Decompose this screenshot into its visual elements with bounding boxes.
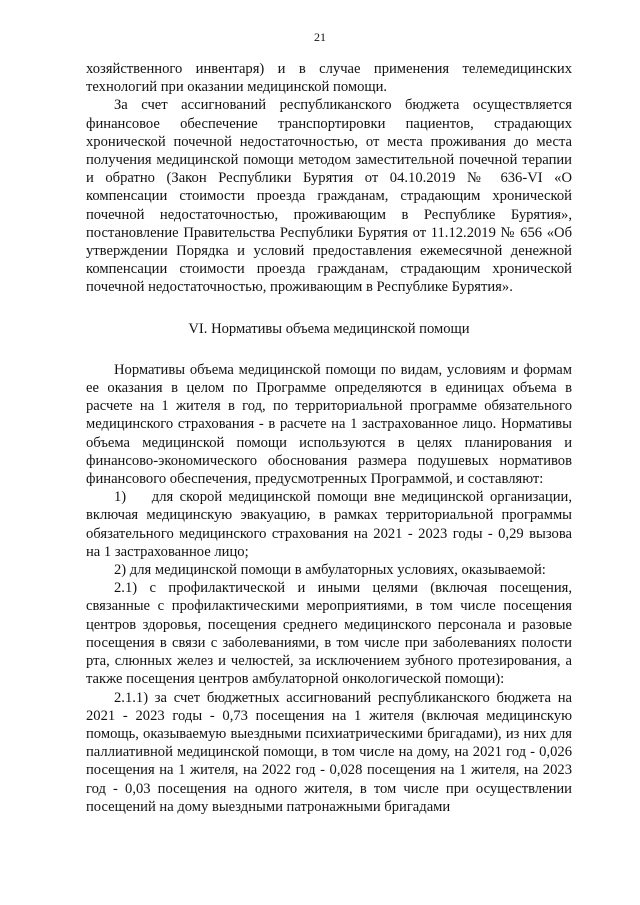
paragraph-continuation: хозяйственного инвентаря) и в случае применения телемедицинских технологий при оказании медицинской помощи. [86, 61, 572, 96]
list-item-1: 1) для скорой медицинской помощи вне медицинской организации, включая медицинскую эвакуацию, в рамках территориальной программы обязательного медицинского страхования на 2021 - 2023 годы - 0,29 вызова на 1 застрахованное лицо; [86, 489, 572, 560]
document-body [86, 60, 572, 816]
page-number: 21 [314, 30, 326, 44]
paragraph-transport-financing: За счет ассигнований республиканского бюджета осуществляется финансовое обеспечение транспортировки пациентов, страдающих хронической почечной недостаточностью, от места проживания до места получения медицинской помощи методом заместительной почечной терапии и обратно (Закон Республики Бурятия от 04.10.2019 № 636-VI «О компенсации стоимости проезда гражданам, страдающим хронической почечной недостаточностью, проживающим в Республике Бурятия», постановление Правительства Республики Бурятия от 11.12.2019 № 656 «Об утверждении Порядка и условий предоставления ежемесячной денежной компенсации стоимости проезда гражданам, страдающим хронической почечной недостаточностью, проживающим в Республике Бурятия». [86, 97, 572, 296]
paragraph-norms-intro: Нормативы объема медицинской помощи по видам, условиям и формам ее оказания в целом по Программе определяются в единицах объема в расчете на 1 жителя в год, по территориальной программе обязательного медицинского страхования - в расчете на 1 застрахованное лицо. Нормативы объема медицинской помощи используются в целях планирования и финансово-экономического обоснования размера подушевых нормативов финансового обеспечения, предусмотренных Программой, и составляют: [86, 361, 572, 488]
list-item-2: 2) для медицинской помощи в амбулаторных условиях, оказываемой: [114, 562, 546, 579]
section-title: VI. Нормативы объема медицинской помощи [188, 320, 470, 337]
list-item-2-1: 2.1) с профилактической и иными целями (включая посещения, связанные с профилактическими мероприятиями, в том числе посещения центров здоровья, посещения среднего медицинского персонала и разовые посещения в связи с заболеваниями, в том числе при заболеваниях полости рта, слюнных желез и челюстей, за исключением зубного протезирования, а также посещения центров амбулаторной онкологической помощи): [86, 580, 572, 688]
list-item-2-1-1: 2.1.1) за счет бюджетных ассигнований республиканского бюджета на 2021 - 2023 годы - 0,73 посещения на 1 жителя (включая медицинскую помощь, оказываемую выездными психиатрическими бригадами), из них для паллиативной медицинской помощи, в том числе на дому, на 2021 год - 0,026 посещения на 1 жителя, на 2022 год - 0,028 посещения на 1 жителя, на 2023 год - 0,03 посещения на одного жителя, в том числе при осуществлении посещений на дому выездными патронажными бригадами [86, 689, 572, 815]
